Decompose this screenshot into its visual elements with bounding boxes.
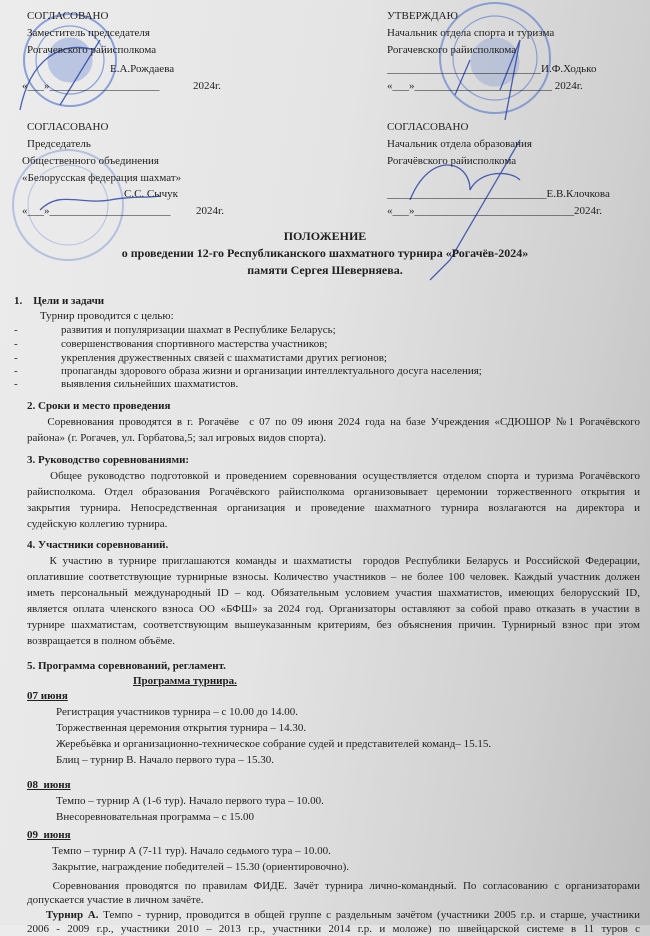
program-day-date: 07 июня: [27, 690, 68, 702]
approval-position: Заместитель председателя: [27, 27, 150, 39]
approval-org: Рогачёвского райисполкома: [387, 155, 517, 167]
section-heading: 3. Руководство соревнованиями:: [27, 454, 190, 466]
program-item: Торжественная церемония открытия турнира – 14.30.: [56, 722, 307, 734]
paragraph-line: иметь персональный международный ID – код. Обязательным условием участия шахматистов, имеющих белорусский ID,: [27, 587, 640, 599]
paragraph-line: закрытия турнира. Непосредственная организация и проведение шахматного турнира возлагаются на директора и: [27, 502, 640, 514]
program-subheading: Программа турнира.: [133, 675, 237, 687]
approval-date: «___»_________________________ 2024г.: [387, 80, 583, 92]
goal-bullet: - выявления сильнейших шахматистов.: [14, 378, 239, 390]
approval-year: 2024г.: [196, 205, 225, 217]
paragraph-line: допускается участие в личном зачёте.: [27, 894, 204, 906]
paragraph-line: Соревнования проводятся по правилам ФИДЕ. Зачёт турнира лично-командный. По согласованию с организаторами: [27, 880, 640, 892]
goal-bullet-text: укрепления дружественных связей с шахматистами других регионов;: [61, 352, 387, 364]
document-title: ПОЛОЖЕНИЕ: [283, 229, 367, 243]
program-day-date: 09 июня: [27, 829, 71, 841]
goal-bullet-text: пропаганды здорового образа жизни и организации интеллектуального досуга населения;: [61, 365, 482, 377]
paragraph-line: Соревнования проводятся в г. Рогачёве с 07 по 09 июня 2024 года на базе Учреждения «СДЮШОР №1 Рогачёвского: [27, 416, 640, 428]
program-item: Жеребьёвка и организационно-техническое собрание судей и представителей команд– 15.15.: [56, 738, 492, 750]
section-heading: 2. Сроки и место проведения: [27, 400, 171, 412]
paragraph-line: турнире шахматистам, соответствующим вышеуказанным критериям, без объяснения причин. Турнирный взнос при этом: [27, 619, 640, 631]
program-item: Блиц – турнир В. Начало первого тура – 15.30.: [56, 754, 275, 766]
section-heading: 1. Цели и задачи: [14, 295, 105, 307]
approval-org: «Белорусская федерация шахмат»: [22, 172, 182, 184]
goal-bullet: - пропаганды здорового образа жизни и организации интеллектуального досуга населения;: [14, 365, 482, 377]
approval-header: СОГЛАСОВАНО: [387, 121, 469, 133]
approval-name: ____________________________И.Ф.Ходько: [387, 63, 597, 75]
goal-bullet: - укрепления дружественных связей с шахматистами других регионов;: [14, 352, 387, 364]
goal-bullet-text: развития и популяризации шахмат в Республике Беларусь;: [61, 324, 336, 336]
tournament-a-label: Турнир А.: [45, 909, 99, 921]
goal-bullet: - развития и популяризации шахмат в Республике Беларусь;: [14, 324, 336, 336]
approval-date: «___»______________________: [22, 205, 171, 217]
section-heading: 4. Участники соревнований.: [27, 539, 169, 551]
paragraph-line: возвращается в полном объёме.: [27, 635, 175, 647]
approval-header: СОГЛАСОВАНО: [27, 10, 109, 22]
paragraph-line: Общее руководство подготовкой и проведением соревнования осуществляется отделом спорта и туризма Рогачёвского: [27, 470, 640, 482]
approval-header: СОГЛАСОВАНО: [27, 121, 109, 133]
program-item: Регистрация участников турнира – с 10.00 до 14.00.: [56, 706, 298, 718]
document-subtitle: о проведении 12-го Республиканского шахматного турнира «Рогачёв-2024»: [121, 246, 529, 260]
program-item: Темпо – турнир А (1-6 тур). Начало первого тура – 10.00.: [56, 795, 324, 807]
approval-position: Начальник отдела спорта и туризма: [387, 27, 555, 39]
paragraph-line: судейскую коллегию турнира.: [27, 518, 168, 530]
approval-date: «___»_____________________________2024г.: [387, 205, 603, 217]
approval-header: УТВЕРЖДАЮ: [387, 10, 458, 22]
paragraph-line: оплатившие соответствующие турнирные взносы. Количество участников – не более 100 человек. Каждый участник должен: [27, 571, 640, 583]
program-item: Закрытие, награждение победителей – 15.30 (ориентировочно).: [52, 861, 350, 873]
goal-bullet: - совершенствования спортивного мастерства участников;: [14, 338, 328, 350]
paragraph-line: райисполкома. Отдел образования Рогачёвского райисполкома организовывает церемонии торжественного открытия и: [27, 486, 640, 498]
section-text: Турнир проводится с целью:: [40, 310, 174, 322]
approval-position: Председатель: [27, 138, 91, 150]
approval-date: «___»____________________: [22, 80, 160, 92]
paragraph-line: Турнир А. Темпо - турнир, проводится в общей группе с раздельным зачётом (участники 2005 г.р. и старше, участники: [45, 909, 640, 921]
program-item: Темпо – турнир А (7-11 тур). Начало седьмого тура – 10.00.: [52, 845, 331, 857]
approval-org: Общественного объединения: [22, 155, 159, 167]
approval-org: Рогачевского райисполкома: [387, 44, 517, 56]
goal-bullet-text: совершенствования спортивного мастерства участников;: [61, 338, 328, 350]
approval-name: С.С. Сычук: [124, 188, 179, 200]
approval-name: _____________________________Е.В.Клочкова: [387, 188, 610, 200]
paragraph-line: района» (г. Рогачев, ул. Горбатова,5; зал игровых видов спорта).: [27, 432, 327, 444]
paragraph-line: является оплата членского взноса ОО «БФШ» за 2024 год. Организаторы оставляют за собой право отказать в участии в: [27, 603, 640, 615]
program-item: Внесоревновательная программа – с 15.00: [56, 811, 255, 823]
section-heading: 5. Программа соревнований, регламент.: [27, 660, 226, 672]
paragraph-line: К участию в турнире приглашаются команды и шахматисты городов Республики Беларусь и Российской Федерации,: [27, 555, 640, 567]
approval-year: 2024г.: [193, 80, 222, 92]
paragraph-line: 2006 - 2009 г.р., участники 2010 – 2013 г.р., участники 2014 г.р. и моложе) по швейцарской системе в 11 туров с: [27, 923, 640, 935]
goal-bullet-text: выявления сильнейших шахматистов.: [61, 378, 239, 390]
document-subtitle: памяти Сергея Шеверняева.: [247, 263, 403, 277]
approval-position: Начальник отдела образования: [387, 138, 532, 150]
program-day-date: 08 июня: [27, 779, 71, 791]
approval-org: Рогачевского райисполкома: [27, 44, 157, 56]
approval-name: Е.А.Рождаева: [110, 63, 175, 75]
